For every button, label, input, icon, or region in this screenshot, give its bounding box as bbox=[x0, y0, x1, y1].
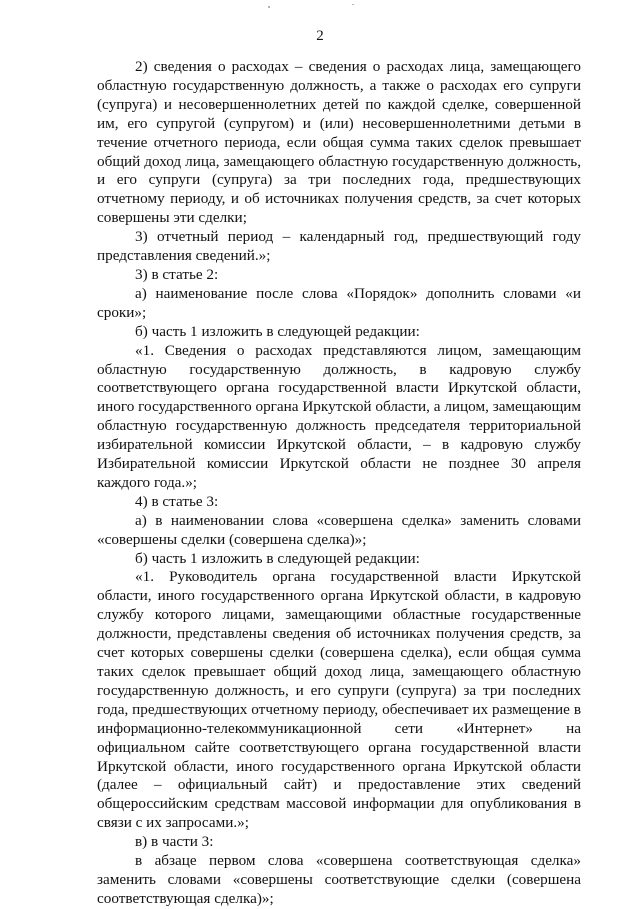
paragraph-article-2-b: б) часть 1 изложить в следующей редакции: bbox=[135, 322, 420, 340]
scan-speck bbox=[352, 4, 354, 5]
paragraph-definition-expenses: 2) сведения о расходах – сведения о расходах лица, замещающего областную государственную должность, а также о расходах его супруги (супруга) и несовершеннолетних детей по каждой сделке, совершенной им, его супругой (супругом) и (или) несовершеннолетними детьми в течение отчетного периода, если общая сумма таких сделок превышает общий доход лица, замещающего областную государственную должность, и его супруги (супруга) за три последних года, предшествующих отчетному периоду, и об источниках получения средств, за счет которых совершены эти сделки; bbox=[97, 58, 581, 227]
paragraph-article-3-b: б) часть 1 изложить в следующей редакции: bbox=[135, 549, 420, 567]
paragraph-article-2: 3) в статье 2: bbox=[135, 265, 219, 283]
paragraph-article-3-part-1: «1. Руководитель органа государственной власти Иркутской области, иного государственного органа Иркутской области, в кадровую службу которого лицами, замещающими областные государственные должности, представлены сведения об источниках получения средств, за счет которых совершены сделки (совершена сделка), если общая сумма таких сделок превышает общий доход лица, замещающего областную государственную должность, и его супруги (супруга) за три последних года, предшествующих отчетному периоду, обеспечивает их размещение в информационно-телекоммуникационной сети «Интернет» на официальном сайте соответствующего органа государственной власти Иркутской области, иного государственного органа Иркутской области (далее – официальный сайт) и предоставление этих сведений общероссийским средствам массовой информации для опубликования в связи с их запросами.»; bbox=[97, 568, 581, 832]
paragraph-article-2-part-1: «1. Сведения о расходах представляются лицом, замещающим областную государственную должность, в кадровую службу соответствующего органа государственной власти Иркутской области, иного государственного органа Иркутской области, а лицом, замещающим областную государственную должность председателя территориальной избирательной комиссии Иркутской области, – в кадровую службу Избирательной комиссии Иркутской области не позднее 30 апреля каждого года.»; bbox=[97, 341, 581, 491]
paragraph-article-3-part-3: в абзаце первом слова «совершена соответствующая сделка» заменить словами «совершены соответствующие сделки (совершена соответствующая сделка)»; bbox=[97, 852, 581, 907]
paragraph-definition-period: 3) отчетный период – календарный год, предшествующий году представления сведений.»; bbox=[97, 228, 581, 265]
scan-speck bbox=[268, 6, 270, 8]
paragraph-article-3: 4) в статье 3: bbox=[135, 492, 219, 510]
paragraph-article-3-a: а) в наименовании слова «совершена сделка» заменить словами «совершены сделки (совершена сделка)»; bbox=[97, 511, 581, 548]
paragraph-article-3-c: в) в части 3: bbox=[135, 833, 214, 851]
document-body bbox=[97, 58, 581, 909]
paragraph-article-2-a: а) наименование после слова «Порядок» дополнить словами «и сроки»; bbox=[97, 284, 581, 321]
page-number: 2 bbox=[316, 28, 324, 44]
